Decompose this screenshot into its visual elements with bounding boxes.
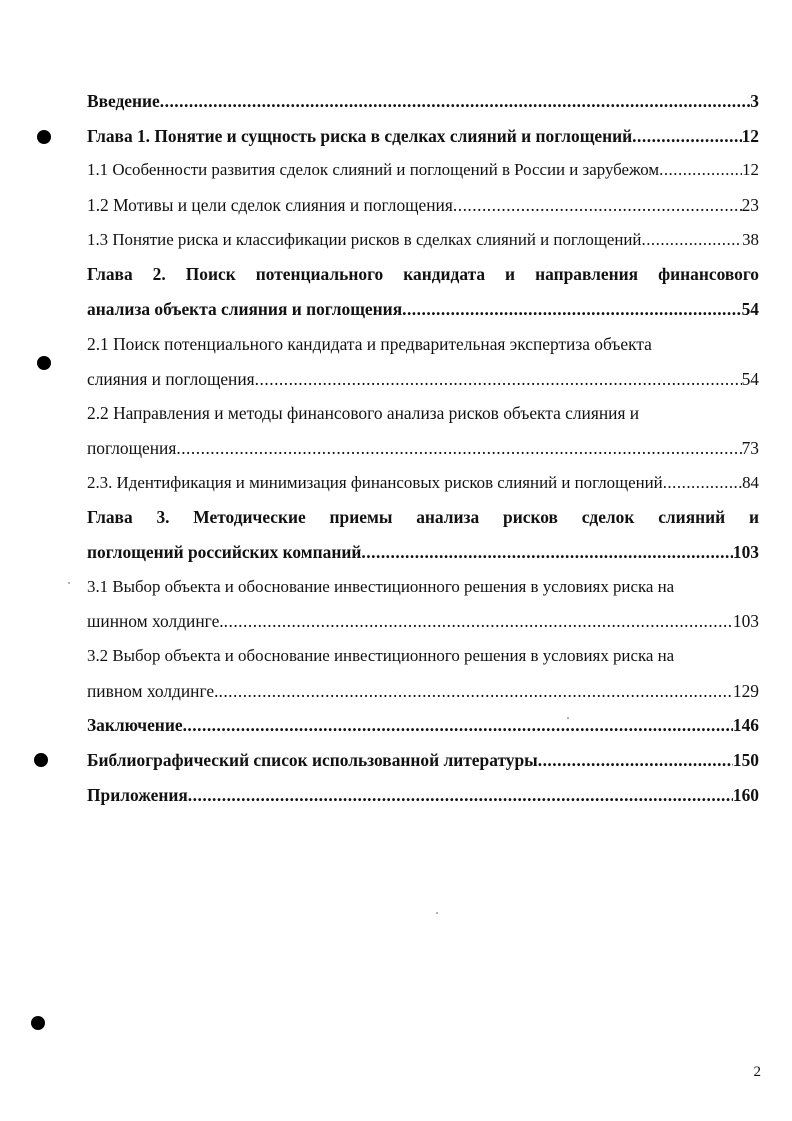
toc-entry-page: 84: [742, 472, 759, 492]
toc-entry-conclusion[interactable]: [87, 708, 759, 743]
toc-entry-page: 146: [732, 715, 759, 736]
scan-speck: [436, 912, 438, 914]
toc-entry-page: 103: [732, 541, 759, 562]
toc-entry-page: 73: [741, 437, 759, 458]
toc-entry-chapter-3-line-2[interactable]: [87, 535, 759, 570]
toc-entry-title: Глава 2. Поиск потенциального кандидата и направления финансового: [87, 264, 759, 285]
toc-entry-title-continued: поглощений российских компаний: [87, 541, 362, 562]
toc-entry-intro[interactable]: [87, 84, 759, 119]
toc-entry-chapter-3-line-1[interactable]: [87, 500, 759, 535]
toc-entry-bibliography[interactable]: [87, 743, 759, 778]
toc-entry-page: 103: [732, 611, 759, 632]
leader-dots: [183, 708, 733, 743]
toc-entry-title: Библиографический список использованной литературы: [87, 750, 538, 771]
toc-entry-page: 129: [732, 680, 759, 701]
toc-entry-title: 2.2 Направления и методы финансового анализа рисков объекта слияния и: [87, 403, 640, 424]
toc-entry-title: Глава 1. Понятие и сущность риска в сделках слияний и поглощений: [87, 125, 633, 146]
leader-dots: [361, 535, 732, 570]
toc-entry-title: Приложения: [87, 784, 188, 805]
toc-entry-title-continued: слияния и поглощения: [87, 368, 255, 389]
toc-entry-section-3-2-line-2[interactable]: [87, 674, 759, 709]
toc-entry-section-2-1-line-2[interactable]: [87, 362, 759, 397]
toc-entry-page: 3: [750, 91, 759, 111]
table-of-contents: [87, 84, 759, 812]
toc-entry-page: 54: [741, 299, 759, 320]
toc-entry-section-1-1[interactable]: [87, 153, 759, 188]
scan-speck: [68, 582, 70, 584]
punch-hole: [37, 356, 51, 370]
punch-hole: [34, 753, 48, 767]
toc-entry-title-continued: поглощения: [87, 437, 177, 458]
toc-entry-section-3-1-line-2[interactable]: [87, 604, 759, 639]
leader-dots: [538, 743, 733, 778]
toc-entry-page: 23: [741, 195, 759, 216]
toc-entry-section-2-2-line-2[interactable]: [87, 431, 759, 466]
toc-entry-page: 54: [741, 368, 759, 389]
toc-entry-chapter-1[interactable]: [87, 119, 759, 154]
toc-entry-section-2-1-line-1[interactable]: [87, 327, 759, 362]
toc-entry-section-1-2[interactable]: [87, 188, 759, 223]
toc-entry-section-3-1-line-1[interactable]: [87, 570, 759, 605]
leader-dots: [453, 188, 742, 223]
toc-entry-page: 38: [742, 229, 759, 249]
toc-entry-title: 1.1 Особенности развития сделок слияний и поглощений в России и зарубежом: [87, 160, 660, 180]
toc-entry-page: 160: [732, 784, 759, 805]
punch-hole: [31, 1016, 45, 1030]
toc-entry-title-continued: пивном холдинге.: [87, 680, 219, 701]
toc-entry-section-2-3[interactable]: [87, 466, 759, 501]
leader-dots: [402, 292, 742, 327]
page-number: 2: [753, 1064, 761, 1080]
toc-entry-title: Заключение: [87, 715, 183, 736]
leader-dots: [224, 604, 733, 639]
leader-dots: [188, 778, 733, 813]
toc-entry-title: 1.3 Понятие риска и классификации рисков в сделках слияний и поглощений: [87, 229, 642, 249]
toc-entry-page: 12: [742, 160, 759, 180]
toc-entry-section-1-3[interactable]: [87, 223, 759, 258]
toc-entry-section-2-2-line-1[interactable]: [87, 396, 759, 431]
toc-entry-page: 12: [741, 125, 759, 146]
leader-dots: [659, 153, 742, 188]
leader-dots: [632, 119, 741, 154]
toc-entry-title: 1.2 Мотивы и цели сделок слияния и поглощения: [87, 195, 453, 216]
toc-entry-section-3-2-line-1[interactable]: [87, 639, 759, 674]
toc-entry-title: 2.3. Идентификация и минимизация финансовых рисков слияний и поглощений: [87, 472, 663, 492]
toc-entry-title: 3.1 Выбор объекта и обоснование инвестиционного решения в условиях риска на: [87, 576, 675, 596]
toc-entry-chapter-2-line-2[interactable]: [87, 292, 759, 327]
leader-dots: [176, 431, 741, 466]
toc-entry-page: 150: [732, 750, 759, 771]
leader-dots: [641, 223, 742, 258]
toc-entry-title: Глава 3. Методические приемы анализа рисков сделок слияний и: [87, 507, 759, 528]
toc-entry-title: 2.1 Поиск потенциального кандидата и предварительная экспертиза объекта: [87, 333, 652, 354]
leader-dots: [160, 84, 751, 119]
punch-hole: [37, 130, 51, 144]
toc-entry-title: 3.2 Выбор объекта и обоснование инвестиционного решения в условиях риска на: [87, 646, 675, 665]
toc-entry-title-continued: анализа объекта слияния и поглощения: [87, 299, 403, 320]
toc-entry-title: Введение: [87, 91, 160, 111]
leader-dots: [663, 466, 742, 501]
leader-dots: [255, 362, 742, 397]
toc-entry-title-continued: шинном холдинге.: [87, 611, 224, 632]
leader-dots: [218, 674, 732, 709]
toc-entry-appendices[interactable]: [87, 778, 759, 813]
toc-entry-chapter-2-line-1[interactable]: [87, 257, 759, 292]
